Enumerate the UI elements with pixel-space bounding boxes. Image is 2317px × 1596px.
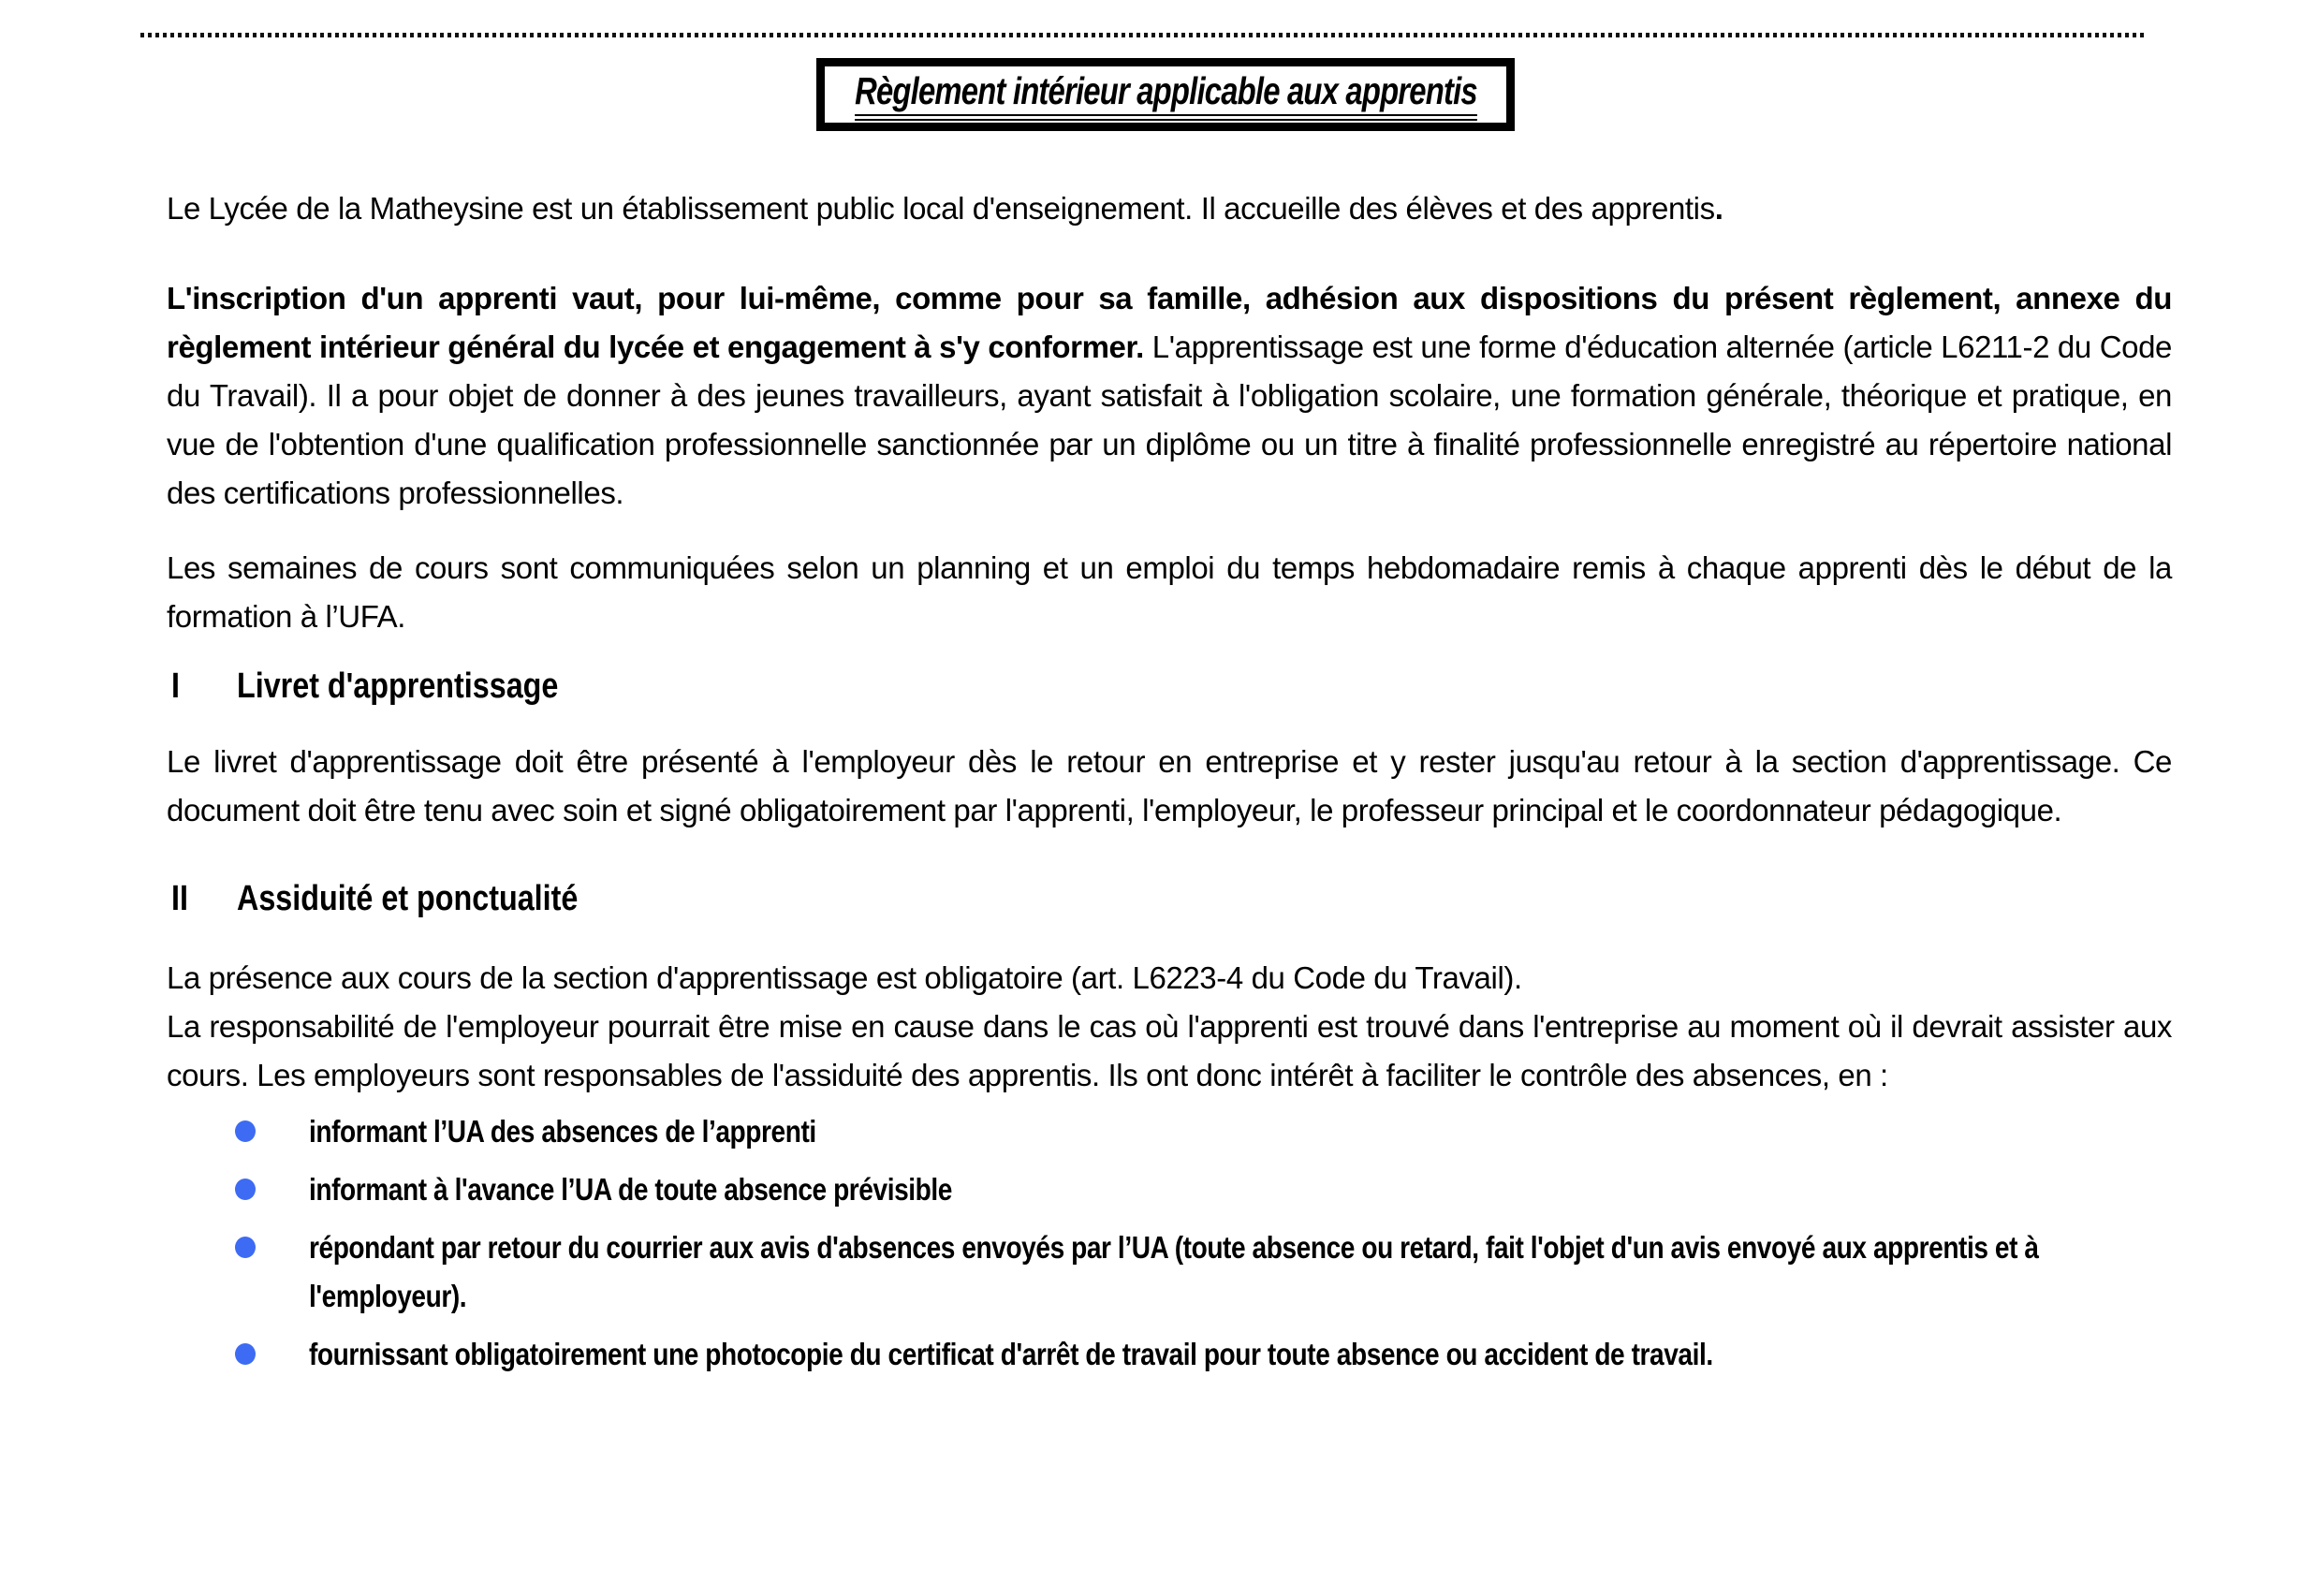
- bullet-icon: [235, 1120, 256, 1142]
- section-1-numeral-text: I: [171, 666, 180, 706]
- attendance-obligation-line: La présence aux cours de la section d'apprentissage est obligatoire (art. L6223-4 du Code du Travail).: [167, 960, 1522, 995]
- section-2-heading: [167, 877, 2172, 920]
- attendance-paragraph-block: [167, 954, 2172, 1100]
- inscription-paragraph: [167, 274, 2172, 518]
- intro-paragraph: [167, 184, 2172, 233]
- bullet-text: fournissant obligatoirement une photocopie du certificat d'arrêt de travail pour toute absence ou accident de travail.: [309, 1337, 1713, 1371]
- intro-bold-period: .: [1714, 191, 1723, 226]
- title-box: [816, 58, 1515, 131]
- inscription-normal-text: L'apprentissage est une forme d'éducation alternée (article L6211-2 du Code du Travail). Il a pour objet de donner à des jeunes travailleurs, ayant satisfait à l'obligation scolaire, une formation générale, théorique et pratique, en vue de l'obtention d'une qualification professionnelle sanctionnée par un diplôme ou un titre à finalité professionnelle enregistré au répertoire national des certifications professionnelles.: [167, 329, 2172, 510]
- bullet-text: informant l’UA des absences de l’apprenti: [309, 1114, 816, 1149]
- list-item: [167, 1165, 2172, 1214]
- bullet-text: répondant par retour du courrier aux avis d'absences envoyés par l’UA (toute absence ou retard, fait l'objet d'un avis envoyé aux apprentis et à l'employeur).: [309, 1230, 2039, 1313]
- section-1-heading: [167, 665, 2172, 708]
- section-1-heading-label: Livret d'apprentissage: [237, 666, 559, 706]
- document-content: [167, 184, 2172, 1388]
- page-title: Règlement intérieur applicable aux apprentis: [855, 69, 1477, 121]
- section-1-numeral: [171, 665, 237, 708]
- absence-bullet-list: [167, 1107, 2172, 1379]
- intro-text: Le Lycée de la Matheysine est un établissement public local d'enseignement. Il accueille des élèves et des apprentis: [167, 191, 1715, 226]
- section-2-numeral-text: II: [171, 879, 188, 918]
- bullet-text: informant à l'avance l’UA de toute absence prévisible: [309, 1172, 952, 1207]
- weeks-paragraph: Les semaines de cours sont communiquées selon un planning et un emploi du temps hebdomadaire remis à chaque apprenti dès le début de la formation à l’UFA.: [167, 550, 2172, 634]
- bullet-icon: [235, 1343, 256, 1365]
- dotted-separator: [140, 33, 2144, 37]
- inscription-bold-text: L'inscription d'un apprenti vaut, pour lui-même, comme pour sa famille, adhésion aux dispositions du présent règlement, annexe du règlement intérieur général du lycée et engagement à s'y conformer.: [167, 281, 2172, 364]
- list-item: [167, 1330, 2172, 1379]
- section-2-numeral: [171, 877, 237, 920]
- section-2-heading-label: Assiduité et ponctualité: [237, 879, 579, 918]
- bullet-icon: [235, 1237, 256, 1258]
- bullet-icon: [235, 1179, 256, 1200]
- employer-responsibility-paragraph: La responsabilité de l'employeur pourrait être mise en cause dans le cas où l'apprenti est trouvé dans l'entreprise au moment où il devrait assister aux cours. Les employeurs sont responsables de l'assiduité des apprentis. Ils ont donc intérêt à faciliter le contrôle des absences, en :: [167, 1009, 2172, 1092]
- livret-paragraph: Le livret d'apprentissage doit être présenté à l'employeur dès le retour en entreprise et y rester jusqu'au retour à la section d'apprentissage. Ce document doit être tenu avec soin et signé obligatoirement par l'apprenti, l'employeur, le professeur principal et le coordonnateur pédagogique.: [167, 744, 2172, 827]
- list-item: [167, 1223, 2172, 1321]
- list-item: [167, 1107, 2172, 1156]
